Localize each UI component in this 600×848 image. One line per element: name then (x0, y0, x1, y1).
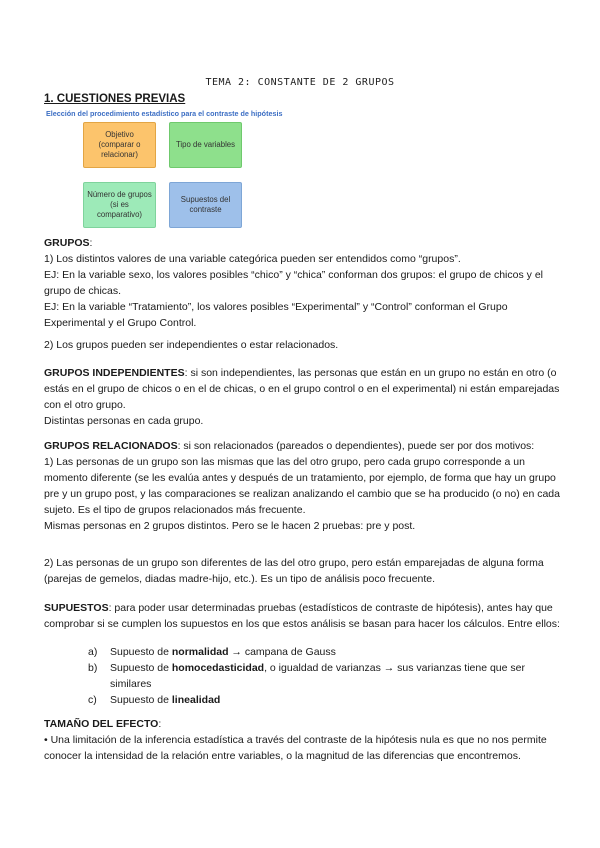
efecto-paragraph: • Una limitación de la inferencia estadística a través del contraste de la hipótesis nula es que no nos permite conocer la intensidad de la relación entre variables, o la magnitud de las diferencias que encontremos. (44, 734, 547, 762)
grupos-example-1: EJ: En la variable sexo, los valores posibles “chico” y “chica” conforman dos grupos: el grupo de chicos y el grupo de chicas. (44, 269, 543, 297)
grupos-heading-line (44, 235, 564, 251)
relacionados-summary: Mismas personas en 2 grupos distintos. Pero se le hacen 2 pruebas: pre y post. (44, 520, 416, 532)
relacionados-block (44, 438, 564, 534)
grupos-paragraph-2-block (44, 337, 564, 353)
supuestos-paragraph (44, 600, 564, 632)
supuestos-block (44, 600, 564, 632)
efecto-heading: TAMAÑO DEL EFECTO (44, 718, 159, 730)
document-title: TEMA 2: CONSTANTE DE 2 GRUPOS (205, 77, 395, 88)
supuestos-text: : para poder usar determinadas pruebas (estadísticos de contraste de hipótesis), antes hay que comprobar si se cumplen los supuestos en los que estos análisis se basan para hacer los cálculos. Entre ellos: (44, 602, 560, 630)
relacionados-text: : si son relacionados (pareados o dependientes), puede ser por dos motivos: (177, 440, 535, 452)
supuestos-list (88, 644, 568, 708)
relacionados-paragraph-2-block (44, 555, 564, 587)
efecto-heading-line (44, 716, 564, 732)
efecto-block (44, 716, 564, 764)
list-item (88, 644, 568, 660)
grupos-paragraph-1: 1) Los distintos valores de una variable categórica pueden ser entendidos como “grupos”. (44, 253, 461, 265)
list-marker: b) (88, 662, 98, 674)
relacionados-heading: GRUPOS RELACIONADOS (44, 440, 178, 452)
grupos-example-2: EJ: En la variable “Tratamiento”, los valores posibles “Experimental” y “Control” conforman el Grupo Experimental y el Grupo Control. (44, 301, 508, 329)
list-item-bold: homocedasticidad (171, 662, 265, 674)
grupos-heading-colon: : (89, 237, 93, 249)
grupos-block (44, 235, 564, 331)
list-item-body (110, 692, 568, 708)
list-item-body (110, 660, 568, 692)
diagram-box-label: Número de grupos (si es comparativo) (87, 190, 152, 219)
independientes-summary: Distintas personas en cada grupo. (44, 415, 204, 427)
grupos-paragraph-2: 2) Los grupos pueden ser independientes o estar relacionados. (44, 339, 339, 351)
diagram-box-label: Objetivo (comparar o relacionar) (98, 130, 141, 159)
grupos-heading: GRUPOS (44, 237, 90, 249)
list-item-text: Supuesto de (110, 694, 172, 706)
section-heading-cuestiones-previas: 1. CUESTIONES PREVIAS (44, 93, 186, 105)
relacionados-paragraph-1: 1) Las personas de un grupo son las mismas que las del otro grupo, pero cada grupo corresponde a un momento diferente (se les evalúa antes y después de un tratamiento, por ejemplo, de forma que hay un grupo pre y un grupo post, y las comparaciones se realizan analizando el cambio que se ha producido (o no) en cada sujeto. Es el tipo de grupos relacionados más frecuente. (44, 456, 560, 516)
diagram-box-label: Tipo de variables (175, 140, 236, 149)
diagram-box-tipo-variables (169, 122, 242, 168)
relacionados-paragraph-2: 2) Las personas de un grupo son diferentes de las del otro grupo, pero están emparejadas de alguna forma (parejas de gemelos, diadas madre-hijo, etc.). Es un tipo de análisis poco frecuente. (44, 557, 544, 585)
relacionados-intro (44, 438, 564, 454)
list-item (88, 692, 568, 708)
list-item-bold: linealidad (171, 694, 221, 706)
independientes-heading: GRUPOS INDEPENDIENTES (44, 367, 185, 379)
list-item-bold: normalidad (171, 646, 229, 658)
diagram-box-numero-grupos (83, 182, 156, 228)
list-marker: a) (88, 646, 98, 658)
list-marker: c) (88, 694, 97, 706)
list-item-text: Supuesto de (110, 646, 172, 658)
list-item-body (110, 644, 568, 660)
list-item-text: → campana de Gauss (228, 646, 336, 658)
supuestos-heading: SUPUESTOS (44, 602, 109, 614)
diagram-caption: Elección del procedimiento estadístico para el contraste de hipótesis (46, 109, 283, 118)
list-item-text: , o igualdad de varianzas → sus varianzas tiene que ser similares (110, 662, 525, 690)
independientes-block (44, 365, 564, 429)
list-item (88, 660, 568, 692)
list-item-text: Supuesto de (110, 662, 172, 674)
diagram-box-objetivo (83, 122, 156, 168)
independientes-text: : si son independientes, las personas que están en un grupo no están en otro (o estás en el grupo de chicos o en el de chicas, o en el grupo control o en el experimental) ni están emparejadas con el otro grupo. (44, 367, 560, 411)
diagram-box-supuestos (169, 182, 242, 228)
efecto-heading-colon: : (158, 718, 162, 730)
independientes-paragraph (44, 365, 564, 413)
diagram-box-label: Supuestos del contraste (180, 195, 231, 214)
